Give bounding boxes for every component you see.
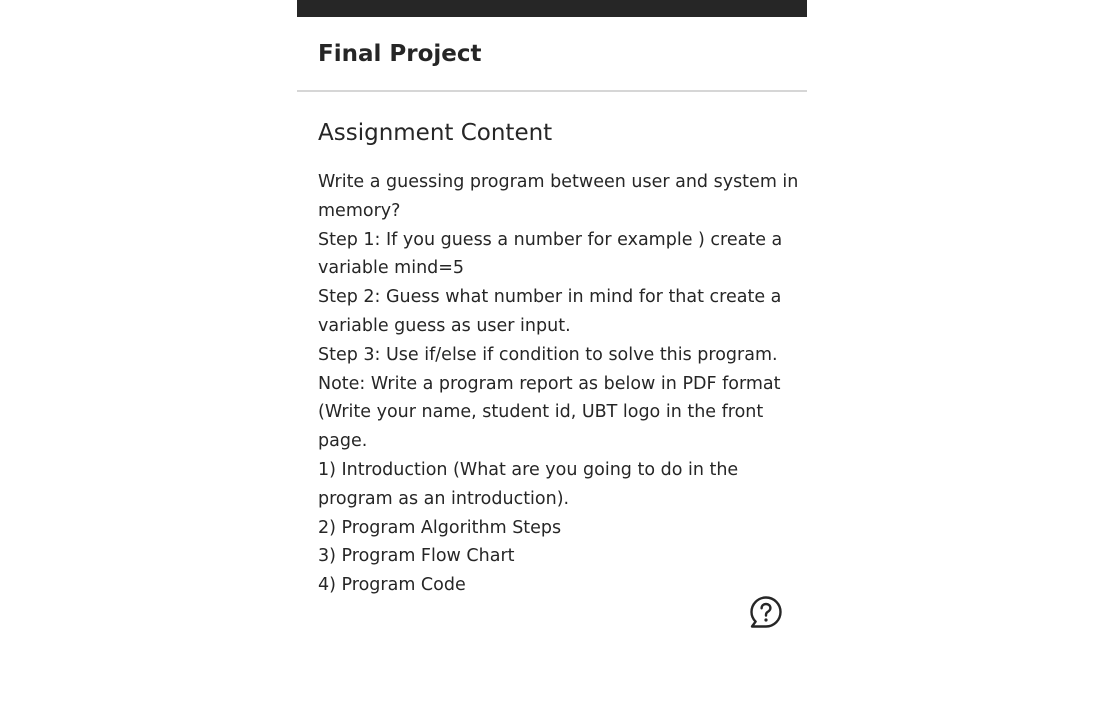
content-line: Write a guessing program between user and system in [318,172,799,192]
content-line: 4) Program Code [318,575,466,596]
content-line: Step 2: Guess what number in mind for that create a [318,287,782,308]
content-line: variable guess as user input. [318,315,571,336]
assignment-content-heading: Assignment Content [318,120,553,146]
content-line: Note: Write a program report as below in PDF format [318,373,781,394]
header [297,17,807,92]
assignment-content-body [318,168,799,600]
content-line: 2) Program Algorithm Steps [318,517,562,538]
page-title: Final Project [318,41,482,67]
assignment-panel [297,0,807,726]
content-line: Step 1: If you guess a number for example ) create a [318,229,783,250]
content-line: Step 3: Use if/else if condition to solve this program. [318,344,778,365]
content-line: memory? [318,200,401,221]
content-line: (Write your name, student id, UBT logo in the front [318,402,764,423]
content-line: program as an introduction). [318,488,570,509]
content-line: 1) Introduction (What are you going to do in the [318,459,739,480]
top-bar [297,0,807,17]
content-line: page. [318,431,368,452]
content-line: variable mind=5 [318,258,465,279]
content-line: 3) Program Flow Chart [318,546,515,567]
help-chat-icon [748,594,784,630]
help-button[interactable] [748,594,784,630]
